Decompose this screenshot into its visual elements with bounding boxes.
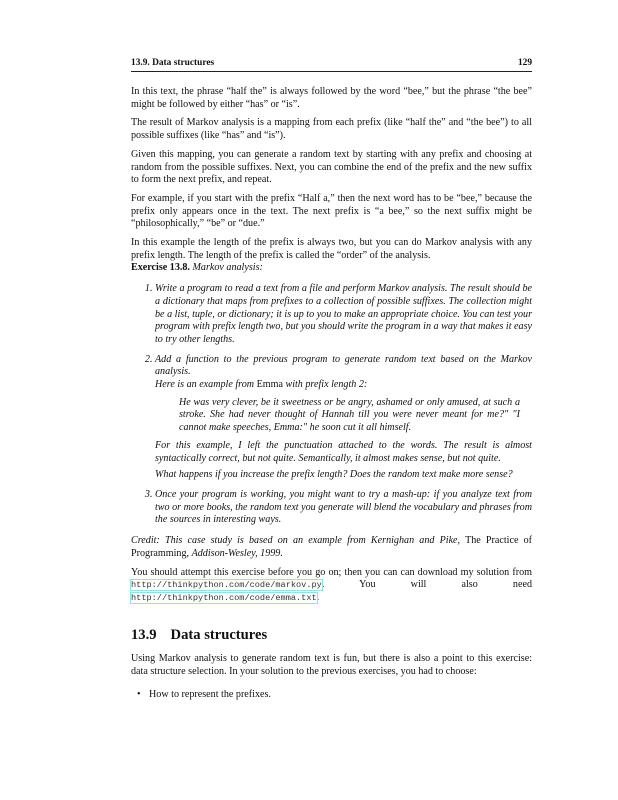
paragraph-3: Given this mapping, you can generate a random text by starting with any prefix and choosing at random from the possible suffixes. Next, you can combine the end of the prefix and the new suffix to form the next prefix, and repeat. xyxy=(131,148,532,186)
paragraph-5: In this example the length of the prefix is always two, but you can do Markov analysis with any prefix length. The length of the prefix is called the “order” of the analysis. xyxy=(131,237,532,261)
download-text-b: . You will also need xyxy=(321,579,532,591)
section-number: 13.9 xyxy=(131,626,157,643)
exercise-title: Markov analysis: xyxy=(192,262,263,274)
exercise-item-2-question: What happens if you increase the prefix length? Does the random text make more sense? xyxy=(155,469,513,481)
exercise-heading xyxy=(131,262,532,275)
exercise-item-3-text: 3. Once your program is working, you might want to try a mash-up: if you analyze text from two or more books, the random text you generate will blend the vocabulary and phrases from the sources in interesting ways. xyxy=(155,488,532,526)
example-book: Emma xyxy=(256,379,283,391)
exercise-item-1 xyxy=(155,283,532,347)
credit-a: Credit: This case study is based on an example from Kernighan and Pike, xyxy=(131,535,461,547)
running-head xyxy=(131,58,532,72)
page-number: 129 xyxy=(517,58,532,68)
body-text xyxy=(131,86,532,701)
bullet-list xyxy=(131,689,532,702)
paragraph-2: The result of Markov analysis is a mapping from each prefix (like “half the” and “the bee”) to all possible suffixes (like “has” and “is”). xyxy=(131,117,532,142)
page xyxy=(131,58,532,701)
exercise-label: Exercise 13.8. xyxy=(131,262,190,274)
section-title: Data structures xyxy=(170,626,268,643)
download-text-c: . xyxy=(316,591,320,603)
markov-url-link[interactable]: http://thinkpython.com/code/markov.py xyxy=(131,580,322,591)
exercise-list xyxy=(131,283,532,527)
download-text-a: You should attempt this exercise before you go on; then you can can download my solution from xyxy=(131,566,532,578)
exercise-item-1-text: 1. Write a program to read a text from a file and perform Markov analysis. The result should be a dictionary that maps from prefixes to a collection of possible suffixes. The collection might be a list, tuple, or dictionary; it is up to you to make an appropriate choice. You can test your program with prefix length two, but you should write the program in a way that makes it easy to try other lengths. xyxy=(155,283,532,345)
emma-url-link[interactable]: http://thinkpython.com/code/emma.txt xyxy=(131,592,317,603)
section-paragraph-1: Using Markov analysis to generate random text is fun, but there is also a point to this exercise: data structure selection. In your solution to the previous exercises, you had to choose: xyxy=(131,653,532,678)
bullet-item-1: • How to represent the prefixes. xyxy=(149,689,532,702)
section-heading xyxy=(131,626,532,643)
paragraph-4: For example, if you start with the prefix “Half a,” then the next word has to be “bee,” because the prefix only appears once in the text. The next prefix is “a bee,” so the next suffix might be “philosophically,” “be” or “due.” xyxy=(131,192,532,230)
credit-book: The Practice of Programming, xyxy=(131,535,533,559)
running-head-section: 13.9. Data structures xyxy=(131,58,215,68)
exercise-item-2 xyxy=(155,354,532,482)
exercise-item-3 xyxy=(155,489,532,527)
exercise-item-2-intro xyxy=(155,354,532,392)
exercise-item-2-note: For this example, I left the punctuation attached to the words. The result is almost syntactically correct, but not quite. Semantically, it almost makes sense, but not quite. xyxy=(155,439,532,464)
download-paragraph xyxy=(131,567,532,605)
example-quote: He was very clever, be it sweetness or be angry, ashamed or only amused, at such a stroke. She had never thought of Hannah till you were never meant for me?" "I cannot make speeches, Emma:" he soon cut it all himself. xyxy=(179,396,520,434)
exercise-item-2-intro-text: Add a function to the previous program to generate random text based on the Markov analysis. xyxy=(155,353,532,378)
credit xyxy=(131,535,532,560)
credit-b: Addison-Wesley, 1999. xyxy=(191,547,283,559)
paragraph-1: In this text, the phrase “half the” is always followed by the word “bee,” but the phrase “the bee” might be followed by either “has” or “is”. xyxy=(131,86,532,110)
example-lead-a: Here is an example from xyxy=(155,379,255,391)
example-lead-b: with prefix length 2: xyxy=(285,379,368,391)
